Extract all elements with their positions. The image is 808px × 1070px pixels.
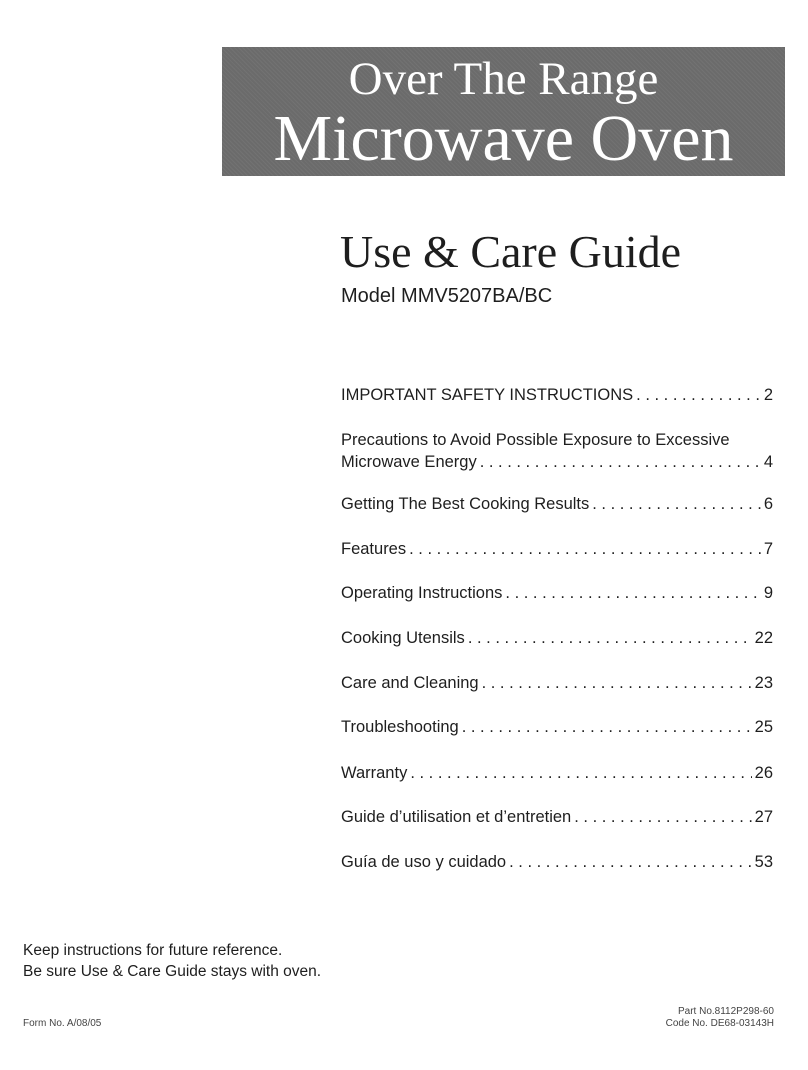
toc-entry-troubleshooting[interactable] <box>341 716 773 738</box>
part-code-block <box>666 1006 774 1030</box>
keep-note-line2: Be sure Use & Care Guide stays with oven. <box>23 963 322 980</box>
dot-leader <box>592 493 761 515</box>
toc-entry-spanish-guide[interactable] <box>341 851 773 873</box>
dot-leader <box>505 582 760 604</box>
dot-leader <box>574 806 751 828</box>
toc-entry-title: Getting The Best Cooking Results <box>341 495 590 513</box>
toc-entry-title: Warranty <box>341 764 408 782</box>
toc-entry-title: Care and Cleaning <box>341 674 479 692</box>
toc-entry-cooking-results[interactable] <box>341 493 773 515</box>
part-number: Part No.8112P298-60 <box>678 1006 774 1017</box>
code-number: Code No. DE68-03143H <box>665 1018 774 1029</box>
toc-page-number: 4 <box>763 453 773 471</box>
toc-entry-features[interactable] <box>341 538 773 560</box>
dot-leader <box>410 762 751 784</box>
toc-page-number: 6 <box>763 495 773 513</box>
toc-entry-warranty[interactable] <box>341 762 773 784</box>
toc-entry-title: IMPORTANT SAFETY INSTRUCTIONS <box>341 386 634 404</box>
toc-entry-title: Guía de uso y cuidado <box>341 853 507 871</box>
banner-title-line2: Microwave Oven <box>273 102 734 175</box>
toc-page-number: 23 <box>754 674 773 692</box>
model-number: Model MMV5207BA/BC <box>341 285 553 307</box>
dot-leader <box>409 538 761 560</box>
toc-page-number: 27 <box>754 808 773 826</box>
toc-entry-title: Features <box>341 540 407 558</box>
dot-leader <box>462 716 752 738</box>
toc-entry-cooking-utensils[interactable] <box>341 627 773 649</box>
keep-instructions-note <box>23 940 321 982</box>
toc-entry-safety-instructions[interactable] <box>341 384 773 406</box>
toc-entry-precautions[interactable] <box>341 429 773 473</box>
dot-leader <box>636 384 761 406</box>
banner-title-line1: Over The Range <box>348 53 659 105</box>
dot-leader <box>509 851 752 873</box>
toc-page-number: 22 <box>754 629 773 647</box>
toc-page-number: 53 <box>754 853 773 871</box>
toc-page-number: 26 <box>754 764 773 782</box>
toc-entry-care-cleaning[interactable] <box>341 672 773 694</box>
dot-leader <box>480 451 761 473</box>
toc-entry-title-line1: Precautions to Avoid Possible Exposure to Excessive <box>341 431 730 449</box>
toc-entry-title: Microwave Energy <box>341 453 477 471</box>
title-banner <box>222 47 785 176</box>
guide-title: Use & Care Guide <box>340 226 682 277</box>
dot-leader <box>482 672 752 694</box>
toc-page-number: 9 <box>763 584 773 602</box>
toc-entry-title: Operating Instructions <box>341 584 503 602</box>
toc-entry-title: Cooking Utensils <box>341 629 465 647</box>
toc-entry-title: Guide d’utilisation et d’entretien <box>341 808 572 826</box>
toc-entry-operating-instructions[interactable] <box>341 582 773 604</box>
toc-page-number: 25 <box>754 718 773 736</box>
keep-note-line1: Keep instructions for future reference. <box>23 942 283 959</box>
toc-page-number: 7 <box>763 540 773 558</box>
form-number: Form No. A/08/05 <box>23 1018 102 1029</box>
toc-entry-french-guide[interactable] <box>341 806 773 828</box>
toc-entry-title: Troubleshooting <box>341 718 459 736</box>
dot-leader <box>468 627 752 649</box>
toc-page-number: 2 <box>763 386 773 404</box>
